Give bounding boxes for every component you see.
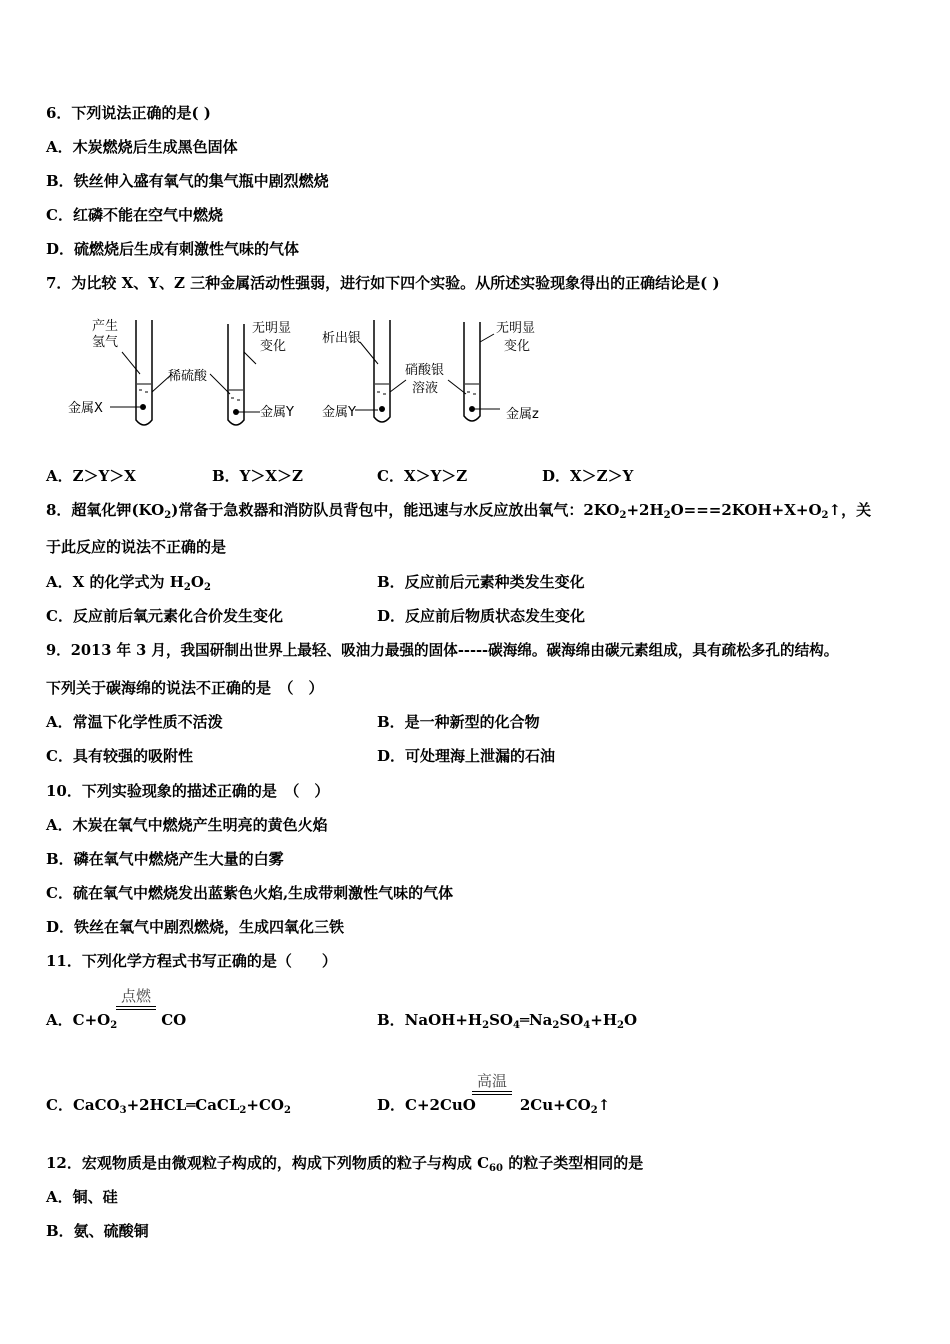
q9-option-a: A．常温下化学性质不活泼 — [46, 713, 223, 731]
q11-stem: 11．下列化学方程式书写正确的是（ ） — [46, 952, 337, 970]
q11-d-condition — [472, 1070, 512, 1095]
q10-option-d: D．铁丝在氧气中剧烈燃烧，生成四氧化三铁 — [46, 918, 345, 936]
q12-stem: 12．宏观物质是由微观粒子构成的，构成下列物质的粒子与构成 $C_{60}$ 的粒子类型相同的是 — [46, 1154, 644, 1174]
q7-stem: 7．为比较 X、Y、Z 三种金属活动性强弱，进行如下四个实验。从所述实验现象得出的正确结论是( ) — [46, 274, 720, 292]
t1-obs-2: 氢气 — [92, 335, 119, 350]
q11-option-a: A．$C+O_2$ CO — [46, 1011, 187, 1031]
t4-obs-1: 无明显 — [496, 321, 536, 336]
q9-option-c: C．具有较强的吸附性 — [46, 747, 193, 765]
t2-metal-label: 金属Y — [260, 405, 294, 420]
q8-option-d: D．反应前后物质状态发生变化 — [377, 607, 586, 625]
q8-stem-line2: 于此反应的说法不正确的是 — [46, 538, 227, 556]
q7-experiment-figure — [60, 312, 560, 430]
equals-bar — [472, 1091, 512, 1095]
q10-option-a: A．木炭在氧气中燃烧产生明亮的黄色火焰 — [46, 816, 328, 834]
salt-label-1: 硝酸银 — [405, 363, 445, 378]
q11-option-d: D．C+2CuO $2Cu+CO_2↑$ — [377, 1096, 611, 1116]
q8-stem-line1: 8．超氧化钾$(KO_2)$常备于急救器和消防队员背包中，能迅速与水反应放出氧气：$2KO_2+2H_2O===2KOH+X+O_2↑$，关 — [46, 501, 872, 521]
t3-metal-label: 金属Y — [322, 405, 356, 420]
t1-obs-1: 产生 — [92, 319, 119, 334]
salt-label-2: 溶液 — [412, 381, 439, 396]
q10-option-c: C．硫在氧气中燃烧发出蓝紫色火焰,生成带刺激性气味的气体 — [46, 884, 454, 902]
q12-option-b: B．氨、硫酸铜 — [46, 1222, 149, 1240]
t2-obs-2: 变化 — [260, 339, 287, 354]
q10-stem: 10．下列实验现象的描述正确的是 （ ） — [46, 782, 330, 800]
q9-stem-line1: 9．2013 年 3 月，我国研制出世界上最轻、吸油力最强的固体-----碳海绵。碳海绵由碳元素组成，具有疏松多孔的结构。 — [46, 642, 839, 659]
q9-stem-line2: 下列关于碳海绵的说法不正确的是 （ ） — [46, 679, 324, 697]
q11-option-b: B．$NaOH+H_2SO_4═Na_2SO_4+H_2O$ — [377, 1011, 638, 1031]
t3-obs: 析出银 — [322, 331, 362, 346]
t2-obs-1: 无明显 — [252, 321, 292, 336]
q8-option-c: C．反应前后氧元素化合价发生变化 — [46, 607, 283, 625]
q6-option-c: C．红磷不能在空气中燃烧 — [46, 206, 223, 224]
q7-option-c: C．X＞Y＞Z — [377, 467, 468, 485]
q8-option-a: A．X 的化学式为 $H_2O_2$ — [46, 573, 211, 593]
q8-option-b: B．反应前后元素种类发生变化 — [377, 573, 585, 591]
test-tubes-diagram — [60, 312, 560, 430]
equals-bar — [116, 1006, 156, 1010]
ignite-condition: 点燃 — [120, 987, 151, 1005]
acid-label: 稀硫酸 — [168, 369, 208, 384]
q7-option-a: A．Z＞Y＞X — [46, 467, 136, 485]
t1-metal-label: 金属X — [68, 401, 103, 416]
metal-x-sample — [140, 404, 146, 410]
q6-option-a: A．木炭燃烧后生成黑色固体 — [46, 138, 238, 156]
q12-option-a: A．铜、硅 — [46, 1188, 118, 1206]
q7-option-b: B．Y＞X＞Z — [212, 467, 303, 485]
q7-option-d: D．X＞Z＞Y — [542, 467, 634, 485]
t4-obs-2: 变化 — [504, 339, 531, 354]
q9-option-b: B．是一种新型的化合物 — [377, 713, 540, 731]
q11-option-c: C．$CaCO_3+2HCL═CaCL_2+CO_2$ — [46, 1096, 291, 1116]
q6-stem: 6．下列说法正确的是( ) — [46, 104, 211, 122]
q10-option-b: B．磷在氧气中燃烧产生大量的白雾 — [46, 850, 284, 868]
q6-option-d: D．硫燃烧后生成有刺激性气味的气体 — [46, 240, 300, 258]
metal-y-sample-2 — [379, 406, 385, 412]
q11-a-condition — [116, 985, 156, 1010]
high-temp-condition: 高温 — [476, 1072, 507, 1090]
q9-option-d: D．可处理海上泄漏的石油 — [377, 747, 556, 765]
t4-metal-label: 金属z — [506, 407, 539, 422]
q6-option-b: B．铁丝伸入盛有氧气的集气瓶中剧烈燃烧 — [46, 172, 329, 190]
